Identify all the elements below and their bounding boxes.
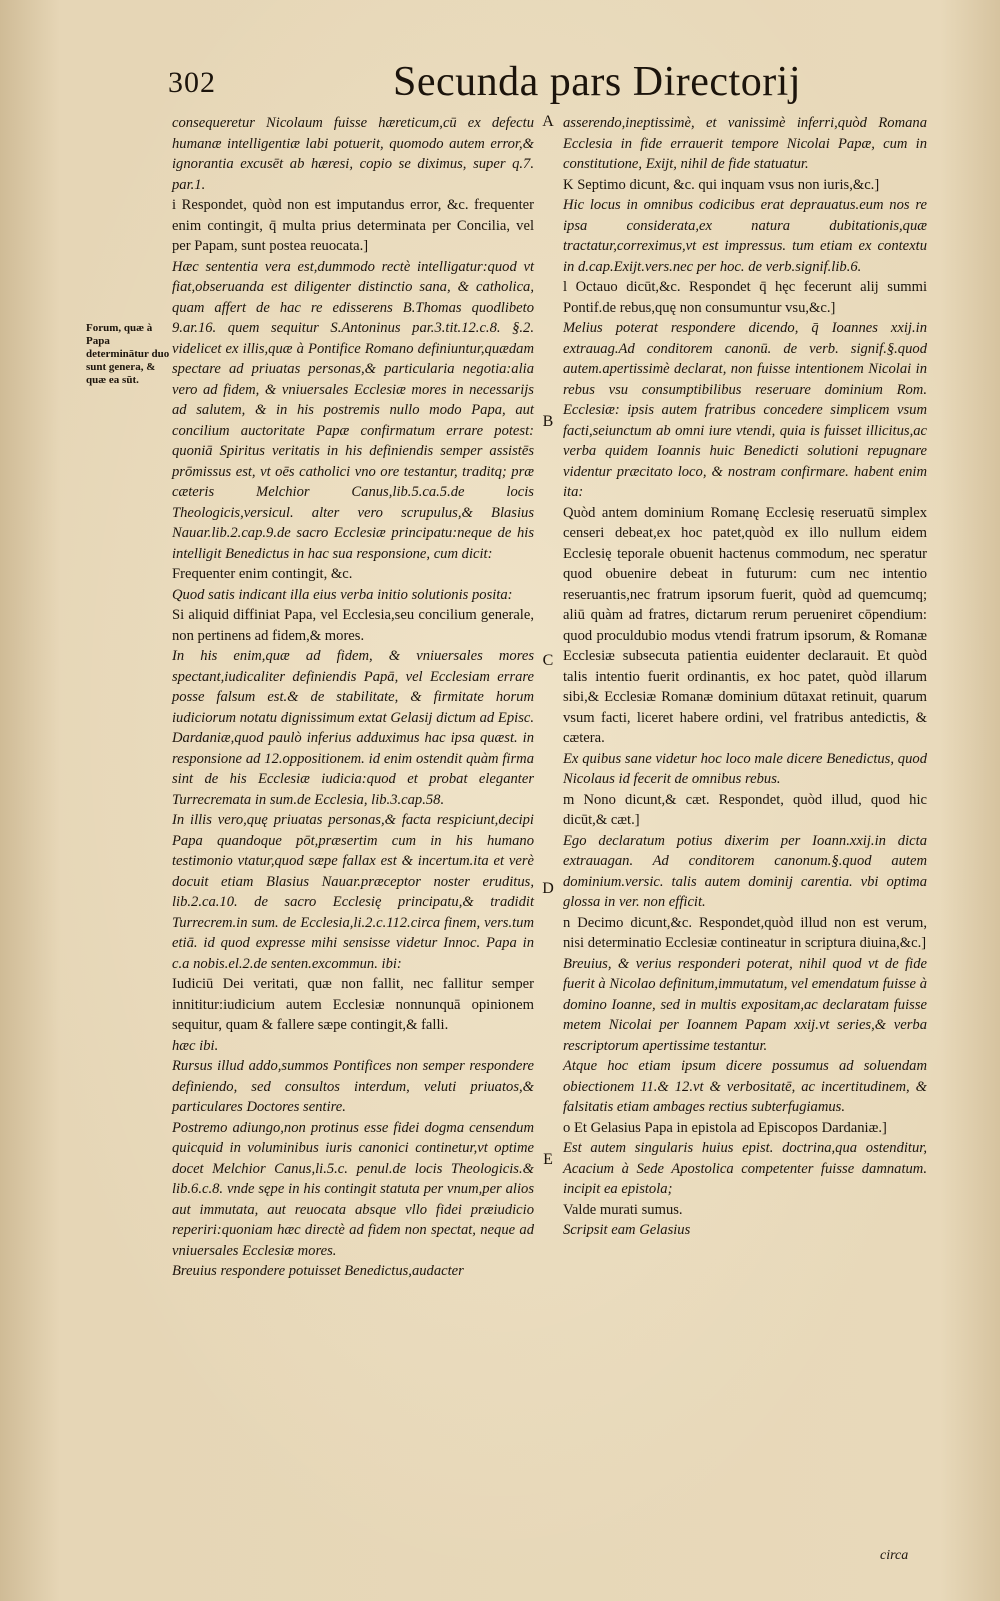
paragraph: i Respondet, quòd non est imputandus error, &c. frequenter enim contingit, q̄ multa prius determinata per Concilia, vel per Papam, sunt postea reuocata.]	[172, 197, 534, 254]
margin-note: Forum, quæ à Papa determinātur duo sunt genera, & quæ ea sūt.	[86, 322, 170, 386]
paragraph: l Octauo dicūt,&c. Respondet q̄ hęc fecerunt alij summi Pontif.de rebus,quę non consumuntur vsu,&c.]	[563, 279, 927, 316]
paragraph: K Septimo dicunt, &c. qui inquam vsus non iuris,&c.]	[563, 176, 880, 193]
paragraph: n Decimo dicunt,&c. Respondet,quòd illud non est verum, nisi determinatio Ecclesiæ contineatur in scriptura diuina,&c.]	[563, 914, 927, 951]
paragraph: Rursus illud addo,summos Pontifices non semper respondere definiendo, sed consultos interdum, veluti priuatos,& particulares Doctores sentire.	[172, 1058, 534, 1115]
paragraph: Atque hoc etiam ipsum dicere possumus ad soluendam obiectionem 11.& 12.vt & verbositatē, ac incertitudinem, & falsitatis etiam ambages rectius subterfugiamus.	[563, 1058, 927, 1115]
section-letter-b: B	[542, 413, 554, 430]
paragraph: Breuius, & verius responderi poterat, nihil quod vt de fide fuerit à Nicolao definitum,immutatum, vel emendatum fuisse à domino Ioanne, sed in multis expositam,ac declaratam fuisse metem Nicolai per Ioannem Papam xxij.vt series,& verba rescriptorum apertissime testantur.	[563, 955, 927, 1054]
right-column	[563, 113, 927, 1241]
paragraph: Breuius respondere potuisset Benedictus,audacter	[172, 1263, 464, 1279]
paragraph: Quod satis indicant illa eius verba initio solutionis posita:	[172, 586, 513, 603]
section-letter-c: C	[542, 652, 554, 669]
paragraph: In his enim,quæ ad fidem, & vniuersales mores spectant,iudicaliter definiendis Papā, vel Ecclesiam errare posse falsum est.& de stabilitate, & firmitate horum iudiciorum notatu dignissimum extat Gelasij dictum ad Episc. Dardaniæ,quod paulò inferius adduximus hac ipsa quæst. in responsione ad 12.oppositionem. id enim ostendit quàm firma sint de his Ecclesiæ iudicia:quod et probat eleganter Turrecremata in sum.de Ecclesia, lib.3.cap.58.	[172, 648, 534, 808]
paragraph: Ex quibus sane videtur hoc loco male dicere Benedictus, quod Nicolaus id fecerit de omnibus rebus.	[563, 750, 927, 787]
paragraph: Frequenter enim contingit, &c.	[172, 566, 353, 582]
catchword: circa	[880, 1548, 909, 1563]
left-column	[172, 113, 534, 1282]
paragraph: Hic locus in omnibus codicibus erat deprauatus.eum nos re ipsa considerata,ex natura dubitationis,quæ tractatur,correximus,vt est impressus. tum etiam ex contextu in d.cap.Exijt.vers.nec per hoc. de verb.signif.lib.6.	[563, 197, 927, 275]
paragraph: o Et Gelasius Papa in epistola ad Episcopos Dardaniæ.]	[563, 1119, 887, 1136]
paragraph: Valde murati sumus.	[563, 1201, 683, 1218]
section-letter-a: A	[542, 113, 554, 130]
paragraph: Scripsit eam Gelasius	[563, 1222, 691, 1238]
paragraph: m Nono dicunt,& cæt. Respondet, quòd illud, quod hic dicūt,& cæt.]	[563, 791, 927, 828]
paragraph: Melius poterat respondere dicendo, q̄ Ioannes xxij.in extrauag.Ad conditorem canonū. de verb. signif.§.quod autem.apertissimè declarat, non fuisse intentionem Nicolai in rebus vsu consumptibilibus reseruare dominium Rom. Ecclesiæ: ipsis autem fratribus concedere simplicem vsum facti,seiunctum ab omni iure vtendi, quia is fuisset illicitus,ac verba quidem Ioannis huic Benedicti solutioni repugnare videntur præcitato loco, & nostram confirmare. habent enim ita:	[563, 320, 927, 500]
paragraph: hæc ibi.	[172, 1037, 219, 1054]
paragraph: Est autem singularis huius epist. doctrina,qua ostenditur, Acacium à Sede Apostolica competenter fuisse damnatum. incipit ea epistola;	[563, 1140, 927, 1197]
paragraph: Ego declaratum potius dixerim per Ioann.xxij.in dicta extrauagan. Ad conditorem canonum.§.quod autem dominium.versic. talis autem dominij carentia. vbi optima glossa in ver. non efficit.	[563, 832, 927, 910]
paragraph: Quòd antem dominium Romanę Ecclesię reseruatū simplex censeri debeat,ex hoc patet,quòd ex illo nullum eidem Ecclesię teporale obuenit hactenus commodum, nec speratur quod obuenire debeat in futurum: cum nec intentio reseruantis,nec fratrum ipsorum fuerit, quòd ad quemcumq; aliū quàm ad fratres, dictarum rerum perueniret cōpendium: quod proculdubio modus vtendi fratrum ipsorum, & Romanæ Ecclesiæ subsecuta patientia euidenter declarauit. Et quòd talis intentio fuerit ordinantis, ex hoc patet, quòd illarum sibi,& Ecclesiæ Romanæ dominium dūtaxat retinuit, quarum vsum facti, liceret habere ordini, vel fratribus antedictis, & cætera.	[563, 504, 927, 746]
section-letter-e: E	[543, 1151, 553, 1168]
paragraph: Postremo adiungo,non protinus esse fidei dogma censendum quicquid in voluminibus iuris canonici continetur,vt optime docet Melchior Canus,li.5.c. penul.de locis Theologicis.& lib.6.c.8. vnde sępe in his contingit statuta per vnum,per alios aut immutata, aut reuocata absque vllo fidei præiudicio reperiri:quoniam hæc directè ad fidem non spectat, neque ad vniuersales Ecclesiæ mores.	[172, 1119, 534, 1259]
paragraph: In illis vero,quę priuatas personas,& facta respiciunt,decipi Papa quandoque pōt,præsertim cum in his humano testimonio vtatur,quod sæpe fallax est & incertum.ita et verè docuit etiam Blasius Nauar.præceptor noster eruditus, lib.2.ca.10. de sacro Ecclesię principatu,& tradidit Turrecrem.in sum. de Ecclesia,li.2.c.112.circa finem, vers.tum etiā. id quod expresse mihi sensisse videtur Innoc. Papa in c.a nobis.el.2.de senten.excommun. ibi:	[172, 812, 534, 972]
section-letters	[536, 0, 560, 1601]
section-letter-d: D	[542, 880, 554, 897]
running-head: Secunda pars Directorij	[393, 59, 802, 105]
paragraph: Hæc sententia vera est,dummodo rectè intelligatur:quod vt fiat,obseruanda est diligenter distinctio sana, & catholica, quam affert de hac re edisserens B.Thomas quodlibeto 9.ar.16. quem sequitur S.Antoninus par.3.tit.12.c.8. §.2. videlicet ex illis,quæ à Pontifice Romano definiuntur,quædam spectare ad priuatas personas,& particularia negotia:alia vero ad fidem, & vniuersales Ecclesiæ mores in necessarijs ad salutem, & in his postremis nullo modo Papa, aut concilium auctoritate Papæ confirmatum errare potest: quoniā Spiritus veritatis in his definiendis semper assistēs prōmissus est, vt oēs catholici vno ore testantur, traditq; præ cæteris Melchior Canus,lib.5.ca.5.de locis Theologicis,versicul. alter vero scrupulus,& Blasius Nauar.lib.2.cap.9.de sacro Ecclesiæ principatu:neque de his intelligit Benedictus in hac sua responsione, cum dicit:	[172, 258, 534, 562]
paragraph: Iudiciū Dei veritati, quæ non fallit, nec fallitur semper innititur:iudicium autem Ecclesiæ nonnunquā opinionem sequitur, quam & fallere sæpe contingit,& falli.	[172, 976, 534, 1033]
paragraph: asserendo,ineptissimè, et vanissimè inferri,quòd Romana Ecclesia in fide errauerit tempore Nicolai Papæ, cum in constitutione, Exijt, nihil de fide statuatur.	[563, 115, 927, 172]
page-number: 302	[168, 66, 216, 99]
paragraph: consequeretur Nicolaum fuisse hæreticum,cū ex defectu humanæ intelligentiæ labi potuerit, quomodo autem error,& ignorantia excusēt ab hæresi, copio se diximus, super q.7. par.1.	[172, 115, 534, 193]
paragraph: Si aliquid diffiniat Papa, vel Ecclesia,seu concilium generale, non pertinens ad fidem,& mores.	[172, 607, 534, 644]
